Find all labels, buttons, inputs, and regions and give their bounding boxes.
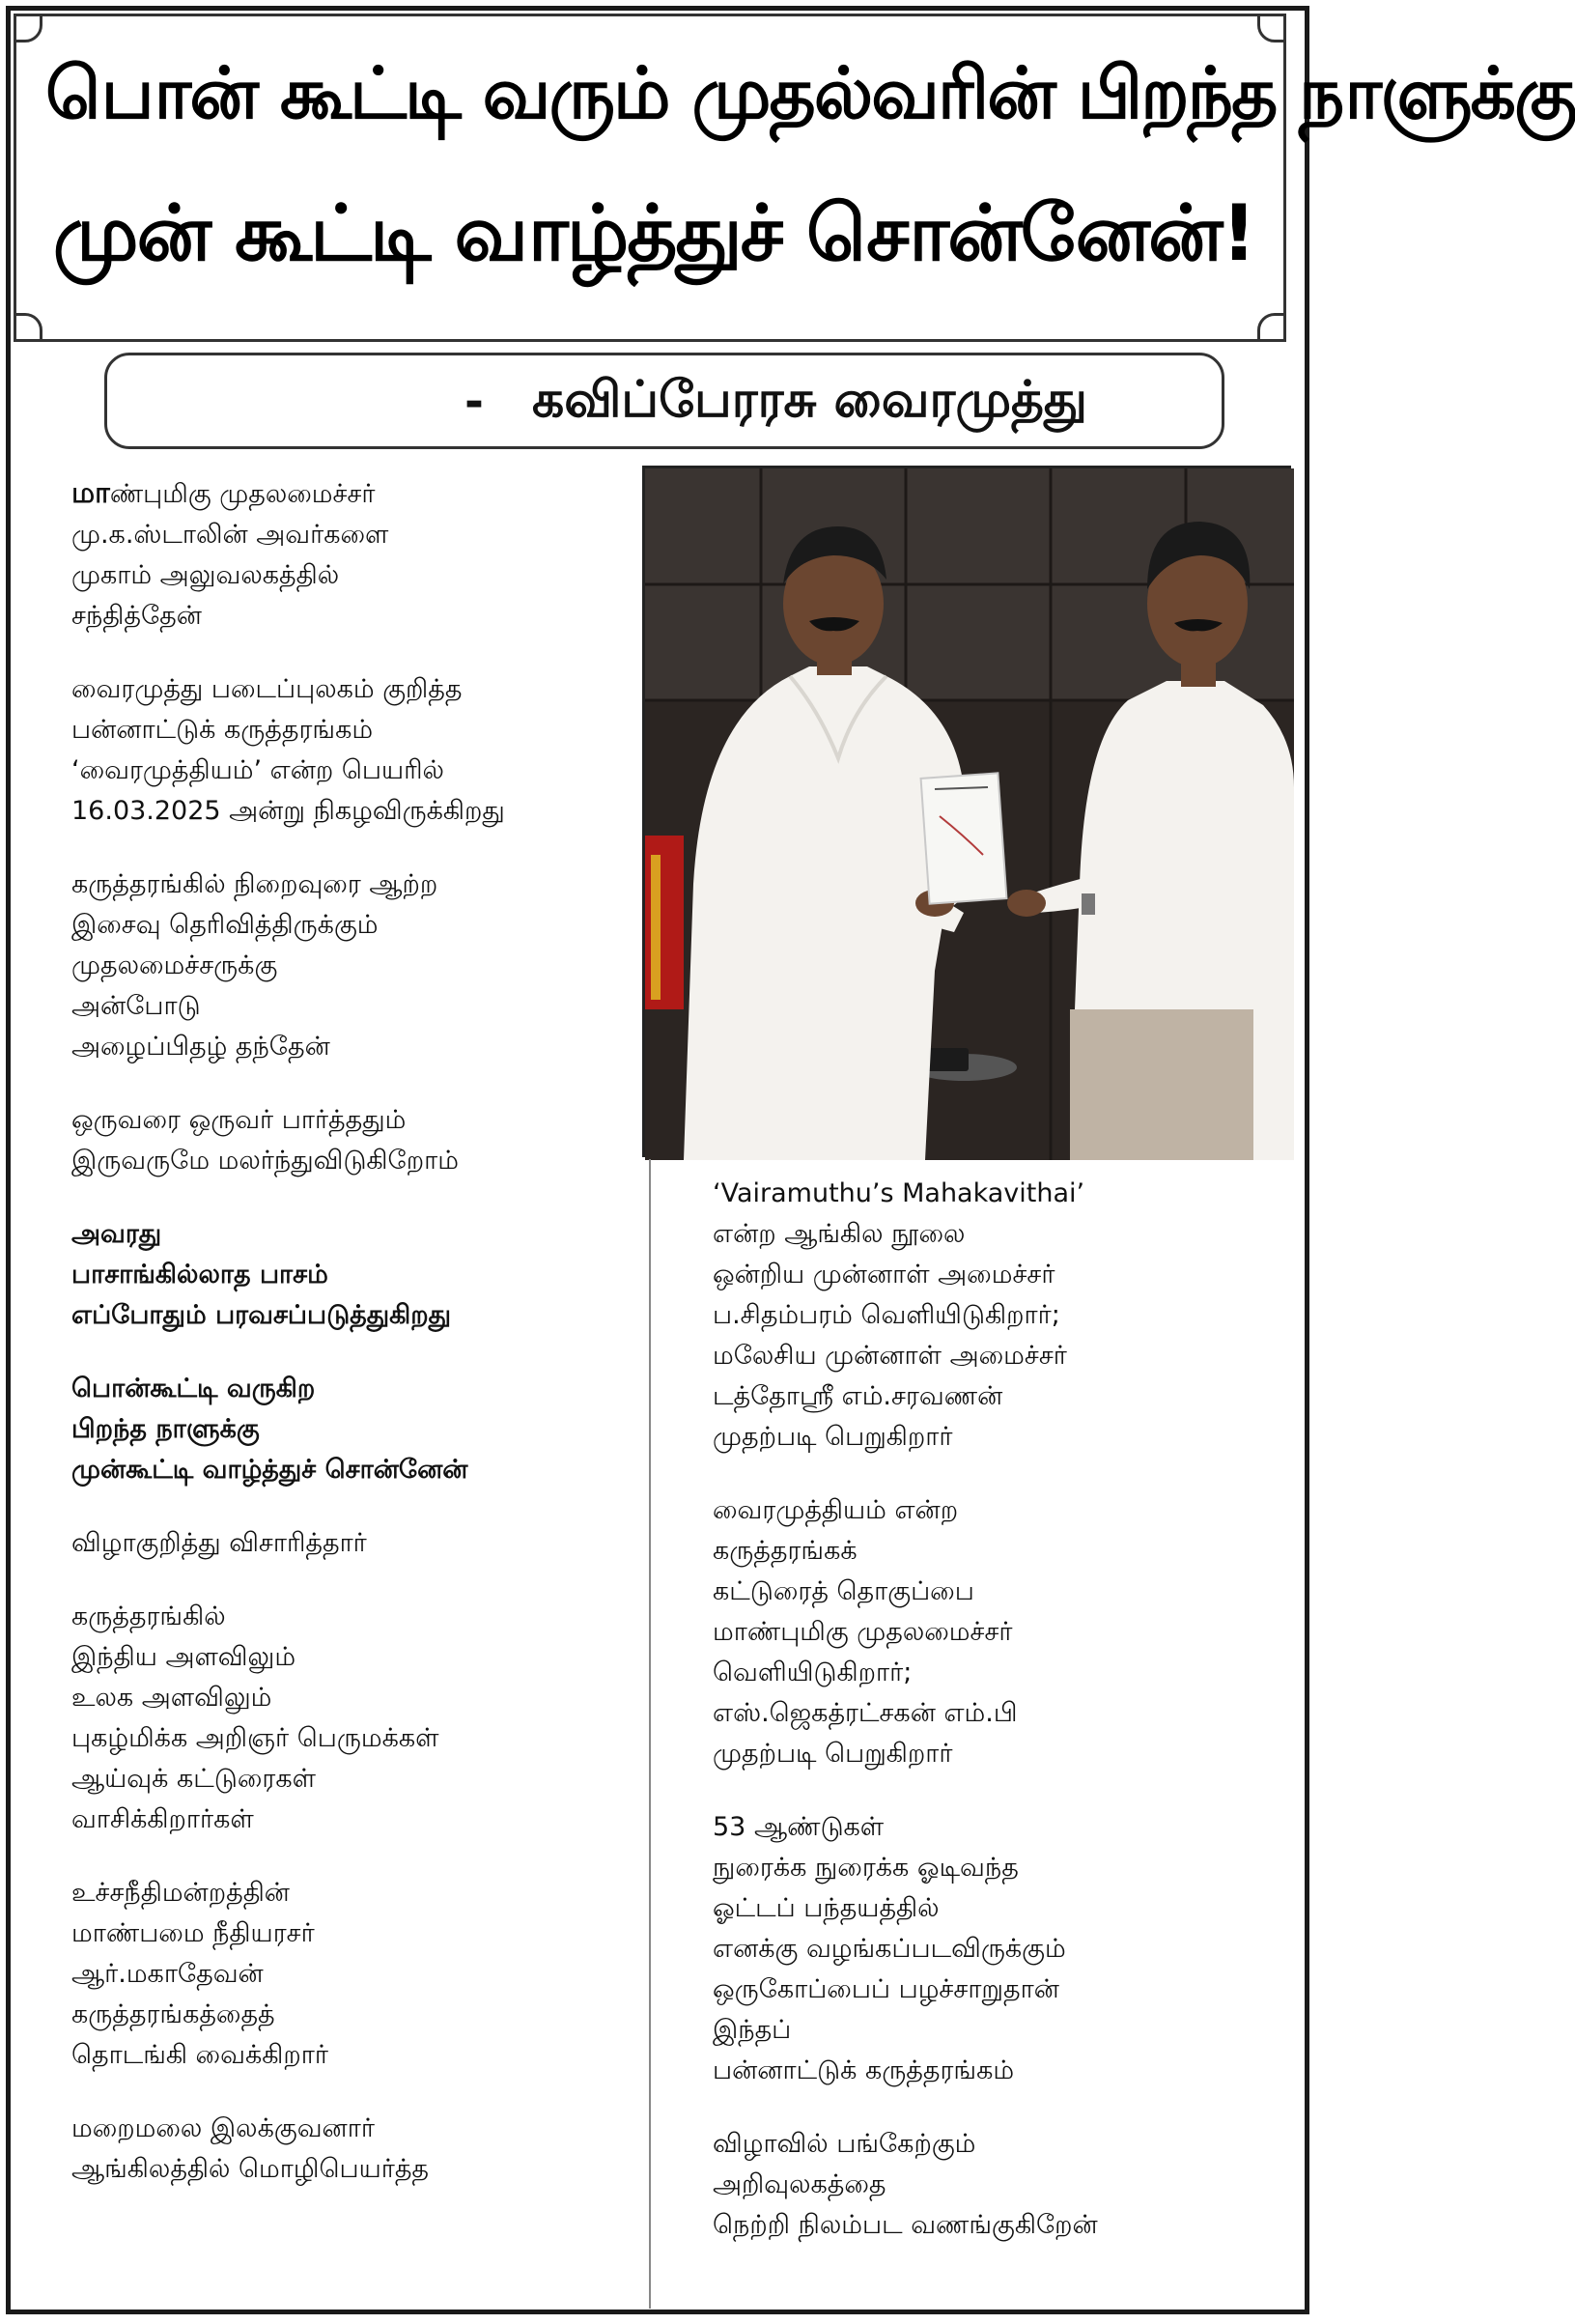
text-line: கட்டுரைத் தொகுப்பை bbox=[713, 1576, 974, 1606]
headline-frame bbox=[14, 14, 1575, 342]
text-line: மு.க.ஸ்டாலின் அவர்களை bbox=[71, 520, 389, 550]
text-line: உச்சநீதிமன்றத்தின் bbox=[71, 1878, 290, 1908]
paragraph bbox=[713, 1490, 1273, 1774]
text-line: விழாகுறித்து விசாரித்தார் bbox=[71, 1528, 367, 1558]
news-photo bbox=[642, 466, 1291, 1157]
photo-illustration bbox=[645, 468, 1294, 1160]
paragraph bbox=[713, 1807, 1273, 2091]
headline-line-2: முன் கூட்டி வாழ்த்துச் சொன்னேன்! bbox=[52, 188, 1255, 278]
byline-author: கவிப்பேரரசு வைரமுத்து bbox=[532, 371, 1088, 429]
text-line: நெற்றி நிலம்பட வணங்குகிறேன் bbox=[713, 2210, 1098, 2240]
text-line: பொன்கூட்டி வருகிற bbox=[71, 1374, 316, 1403]
paragraph bbox=[71, 864, 612, 1067]
paragraph bbox=[71, 473, 612, 637]
text-line: டத்தோஸ்ரீ எம்.சரவணன் bbox=[713, 1381, 1003, 1411]
text-line: மலேசிய முன்னாள் அமைச்சர் bbox=[713, 1341, 1067, 1371]
text-line: முதலமைச்சருக்கு bbox=[71, 950, 278, 980]
text-line: உலக அளவிலும் bbox=[71, 1683, 272, 1713]
text-line: ஆர்.மகாதேவன் bbox=[71, 1959, 264, 1989]
text-line: ப.சிதம்பரம் வெளியிடுகிறார்; bbox=[713, 1300, 1060, 1330]
headline-line-1: பொன் கூட்டி வரும் முதல்வரின் பிறந்த நாளுக்கு bbox=[45, 52, 1575, 135]
column-divider bbox=[649, 1159, 651, 2309]
text-line: என்ற ஆங்கில நூலை bbox=[713, 1219, 966, 1249]
paragraph bbox=[71, 1597, 612, 1840]
text-line: ண்புமிகு முதலமைச்சர் bbox=[109, 479, 376, 509]
wristwatch bbox=[1082, 893, 1095, 915]
text-line: பன்னாட்டுக் கருத்தரங்கம் bbox=[71, 715, 374, 745]
trousers-right bbox=[1070, 1009, 1253, 1160]
text-line: பிறந்த நாளுக்கு bbox=[71, 1414, 260, 1444]
text-line: இந்தப் bbox=[713, 2015, 792, 2045]
frame-corner bbox=[1257, 313, 1286, 342]
text-line: வைரமுத்து படைப்புலகம் குறித்த bbox=[71, 674, 463, 704]
text-line: இசைவு தெரிவித்திருக்கும் bbox=[71, 910, 379, 940]
text-line: முகாம் அலுவலகத்தில் bbox=[71, 560, 340, 590]
text-line: மறைமலை இலக்குவனார் bbox=[71, 2113, 375, 2143]
left-column bbox=[71, 473, 612, 2223]
paragraph bbox=[713, 2124, 1273, 2246]
paragraph bbox=[71, 1523, 612, 1564]
text-line: புகழ்மிக்க அறிஞர் பெருமக்கள் bbox=[71, 1723, 439, 1753]
text-line: எனக்கு வழங்கப்படவிருக்கும் bbox=[713, 1934, 1066, 1964]
text-line: வெளியிடுகிறார்; bbox=[713, 1658, 913, 1687]
text-line: ஓட்டப் பந்தயத்தில் bbox=[713, 1893, 940, 1923]
hand-right bbox=[1007, 890, 1046, 917]
text-line: நுரைக்க நுரைக்க ஓடிவந்த bbox=[713, 1853, 1019, 1883]
text-line: ஒருவரை ஒருவர் பார்த்ததும் bbox=[71, 1105, 407, 1135]
byline-dash: - bbox=[464, 375, 484, 429]
text-line: அழைப்பிதழ் தந்தேன் bbox=[71, 1032, 330, 1062]
headline bbox=[45, 26, 1575, 306]
text-line: ‘Vairamuthu’s Mahakavithai’ bbox=[713, 1178, 1085, 1208]
right-column bbox=[713, 1174, 1273, 2279]
text-line: சந்தித்தேன் bbox=[71, 601, 202, 631]
bold-paragraph bbox=[71, 1369, 612, 1490]
text-line: கருத்தரங்கில் bbox=[71, 1601, 226, 1631]
paragraph bbox=[71, 1100, 612, 1181]
text-line: முதற்படி பெறுகிறார் bbox=[713, 1739, 953, 1769]
paragraph bbox=[713, 1174, 1273, 1458]
text-line: ‘வைரமுத்தியம்’ என்ற பெயரில் bbox=[71, 755, 444, 785]
text-line: கருத்தரங்கக் bbox=[713, 1536, 858, 1566]
text-line: வைரமுத்தியம் என்ற bbox=[713, 1495, 959, 1525]
invitation-card bbox=[921, 773, 1007, 903]
text-line: தொடங்கி வைக்கிறார் bbox=[71, 2040, 328, 2070]
text-line: விழாவில் பங்கேற்கும் bbox=[713, 2129, 976, 2159]
text-line: இருவருமே மலர்ந்துவிடுகிறோம் bbox=[71, 1146, 459, 1176]
text-line: அன்போடு bbox=[71, 991, 201, 1021]
drop-cap: மா bbox=[71, 476, 110, 510]
text-line: மாண்புமிகு முதலமைச்சர் bbox=[713, 1617, 1013, 1647]
text-line: அறிவுலகத்தை bbox=[713, 2169, 886, 2199]
byline-box bbox=[104, 353, 1224, 449]
paragraph bbox=[71, 2109, 612, 2190]
frame-corner bbox=[14, 14, 42, 43]
bold-paragraph bbox=[71, 1214, 612, 1336]
gold-trim bbox=[651, 855, 661, 1000]
paragraph bbox=[71, 1873, 612, 2076]
text-line: 53 ஆண்டுகள் bbox=[713, 1812, 885, 1842]
text-line: கருத்தரங்கத்தைத் bbox=[71, 1999, 275, 2029]
text-line: கருத்தரங்கில் நிறைவுரை ஆற்ற bbox=[71, 869, 438, 899]
text-line: எப்போதும் பரவசப்படுத்துகிறது bbox=[71, 1300, 452, 1330]
text-line: முதற்படி பெறுகிறார் bbox=[713, 1422, 953, 1452]
text-line: ஆய்வுக் கட்டுரைகள் bbox=[71, 1764, 316, 1794]
text-line: அவரது bbox=[71, 1219, 162, 1249]
text-line: 16.03.2025 அன்று நிகழவிருக்கிறது bbox=[71, 796, 505, 826]
text-line: பன்னாட்டுக் கருத்தரங்கம் bbox=[713, 2055, 1015, 2085]
text-line: முன்கூட்டி வாழ்த்துச் சொன்னேன் bbox=[71, 1455, 468, 1485]
frame-corner bbox=[14, 313, 42, 342]
text-line: இந்திய அளவிலும் bbox=[71, 1642, 296, 1672]
text-line: ஆங்கிலத்தில் மொழிபெயர்த்த bbox=[71, 2154, 429, 2184]
paragraph bbox=[71, 669, 612, 832]
text-line: பாசாங்கில்லாத பாசம் bbox=[71, 1260, 328, 1290]
text-line: ஒன்றிய முன்னாள் அமைச்சர் bbox=[713, 1260, 1055, 1290]
text-line: ஒருகோப்பைப் பழச்சாறுதான் bbox=[713, 1974, 1059, 2004]
text-line: வாசிக்கிறார்கள் bbox=[71, 1804, 254, 1834]
text-line: மாண்பமை நீதியரசர் bbox=[71, 1918, 315, 1948]
text-line: எஸ்.ஜெகத்ரட்சகன் எம்.பி bbox=[713, 1698, 1018, 1728]
